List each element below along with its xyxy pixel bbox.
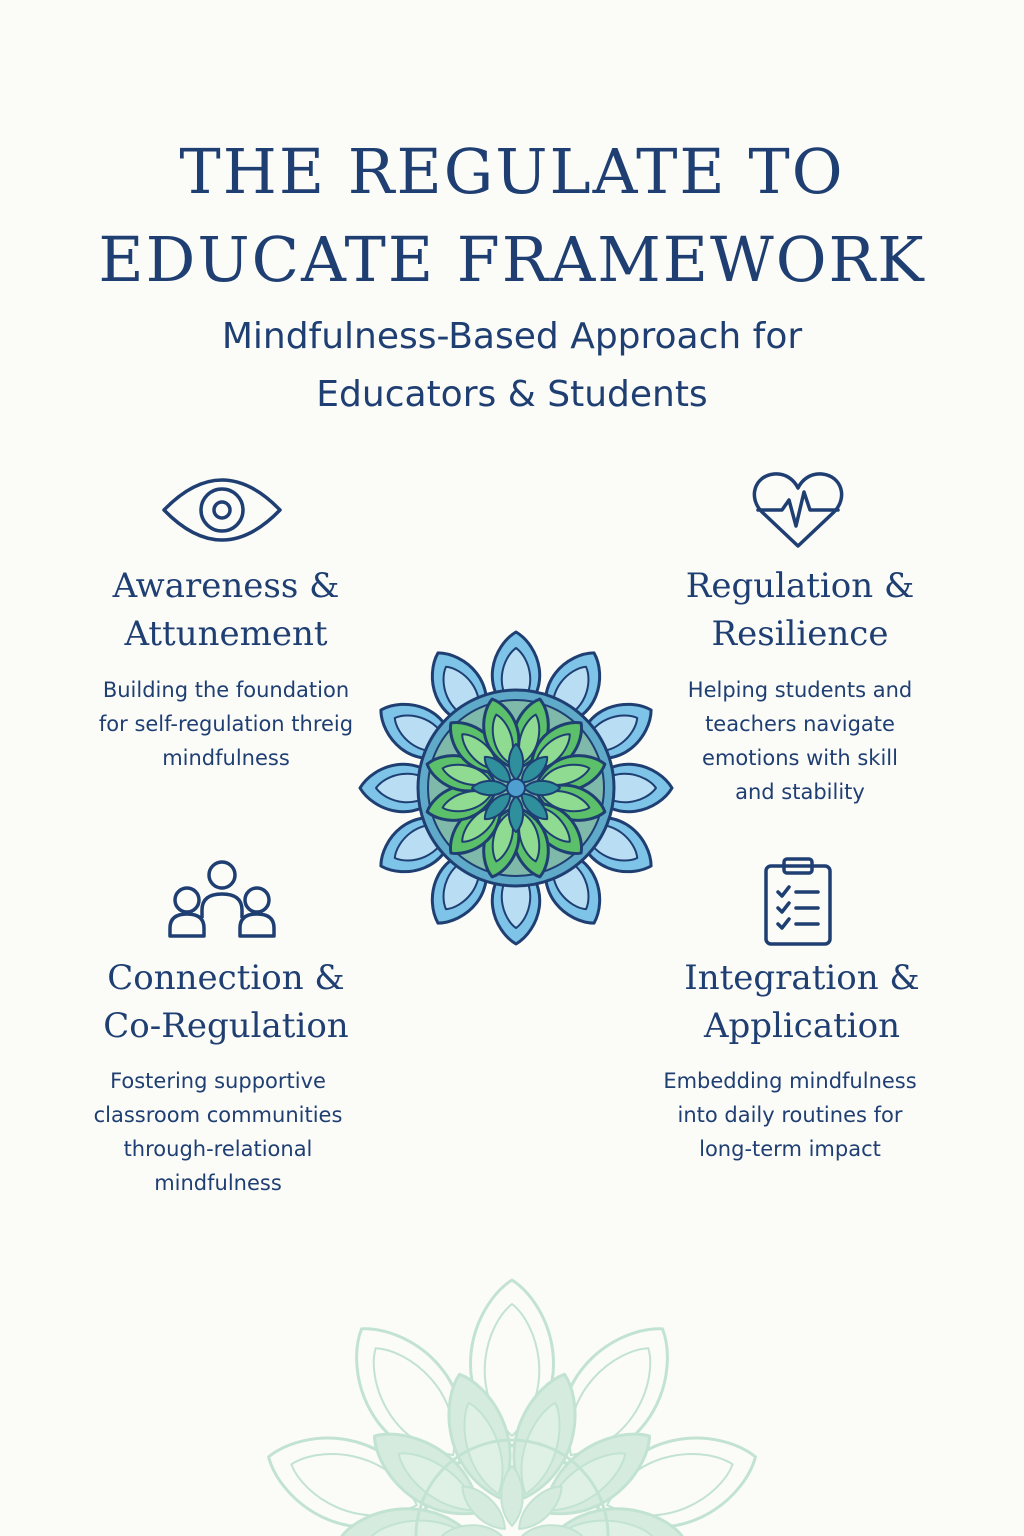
section-connection-heading (26, 954, 426, 1050)
section-regulation-desc-line-2: teachers navigate (705, 712, 895, 736)
section-awareness-desc-line-1: Building the foundation (102, 678, 350, 702)
section-regulation-desc-line-4: and stability (735, 780, 865, 804)
section-awareness-heading-line-1: Awareness & (112, 566, 340, 606)
section-integration-heading (602, 954, 1002, 1050)
section-connection-heading-line-1: Connection & (107, 958, 345, 998)
mandala-ring (507, 779, 525, 797)
section-awareness-desc-line-2: for self-regulation threig (98, 712, 354, 736)
section-connection-description (58, 1064, 378, 1200)
clipboard-checklist-icon (760, 856, 836, 948)
section-awareness-heading-line-2: Attunement (124, 614, 328, 654)
eye-icon (160, 472, 284, 548)
mandala-petal (509, 744, 523, 780)
section-connection-desc-line-3: through-relational (123, 1137, 313, 1161)
section-regulation-description (640, 673, 960, 809)
heart-pulse-icon (752, 470, 844, 550)
mandala-petal (509, 796, 523, 832)
section-awareness-heading (26, 562, 426, 658)
mandala-petal (524, 781, 560, 795)
section-integration-heading-line-1: Integration & (684, 958, 920, 998)
section-integration-desc-line-3: long-term impact (699, 1137, 881, 1161)
section-connection-desc-line-2: classroom communities (93, 1103, 343, 1127)
section-connection-heading-line-2: Co-Regulation (103, 1006, 349, 1046)
central-mandala-graphic (356, 628, 676, 948)
section-integration-heading-line-2: Application (703, 1006, 901, 1046)
section-integration-desc-line-1: Embedding mindfulness (663, 1069, 917, 1093)
section-regulation-heading-line-1: Regulation & (685, 566, 915, 606)
title-line-2: EDUCATE FRAMEWORK (98, 223, 926, 296)
subtitle-line-1: Mindfulness-Based Approach for (221, 316, 803, 357)
section-regulation-heading (600, 562, 1000, 658)
group-people-icon (166, 858, 278, 940)
section-awareness-desc-line-3: mindfulness (162, 746, 290, 770)
page-title (0, 128, 1024, 304)
page-subtitle (0, 308, 1024, 424)
watermark-mandala-graphic (252, 1272, 772, 1536)
section-integration-desc-line-2: into daily routines for (677, 1103, 903, 1127)
title-line-1: THE REGULATE TO (179, 135, 845, 208)
subtitle-line-2: Educators & Students (316, 374, 708, 415)
section-awareness-description (66, 673, 386, 775)
section-regulation-desc-line-1: Helping students and (687, 678, 913, 702)
section-regulation-heading-line-2: Resilience (711, 614, 889, 654)
section-integration-description (630, 1064, 950, 1166)
section-connection-desc-line-1: Fostering supportive (110, 1069, 326, 1093)
section-regulation-desc-line-3: emotions with skill (702, 746, 898, 770)
section-connection-desc-line-4: mindfulness (154, 1171, 282, 1195)
mandala-petal (472, 781, 508, 795)
